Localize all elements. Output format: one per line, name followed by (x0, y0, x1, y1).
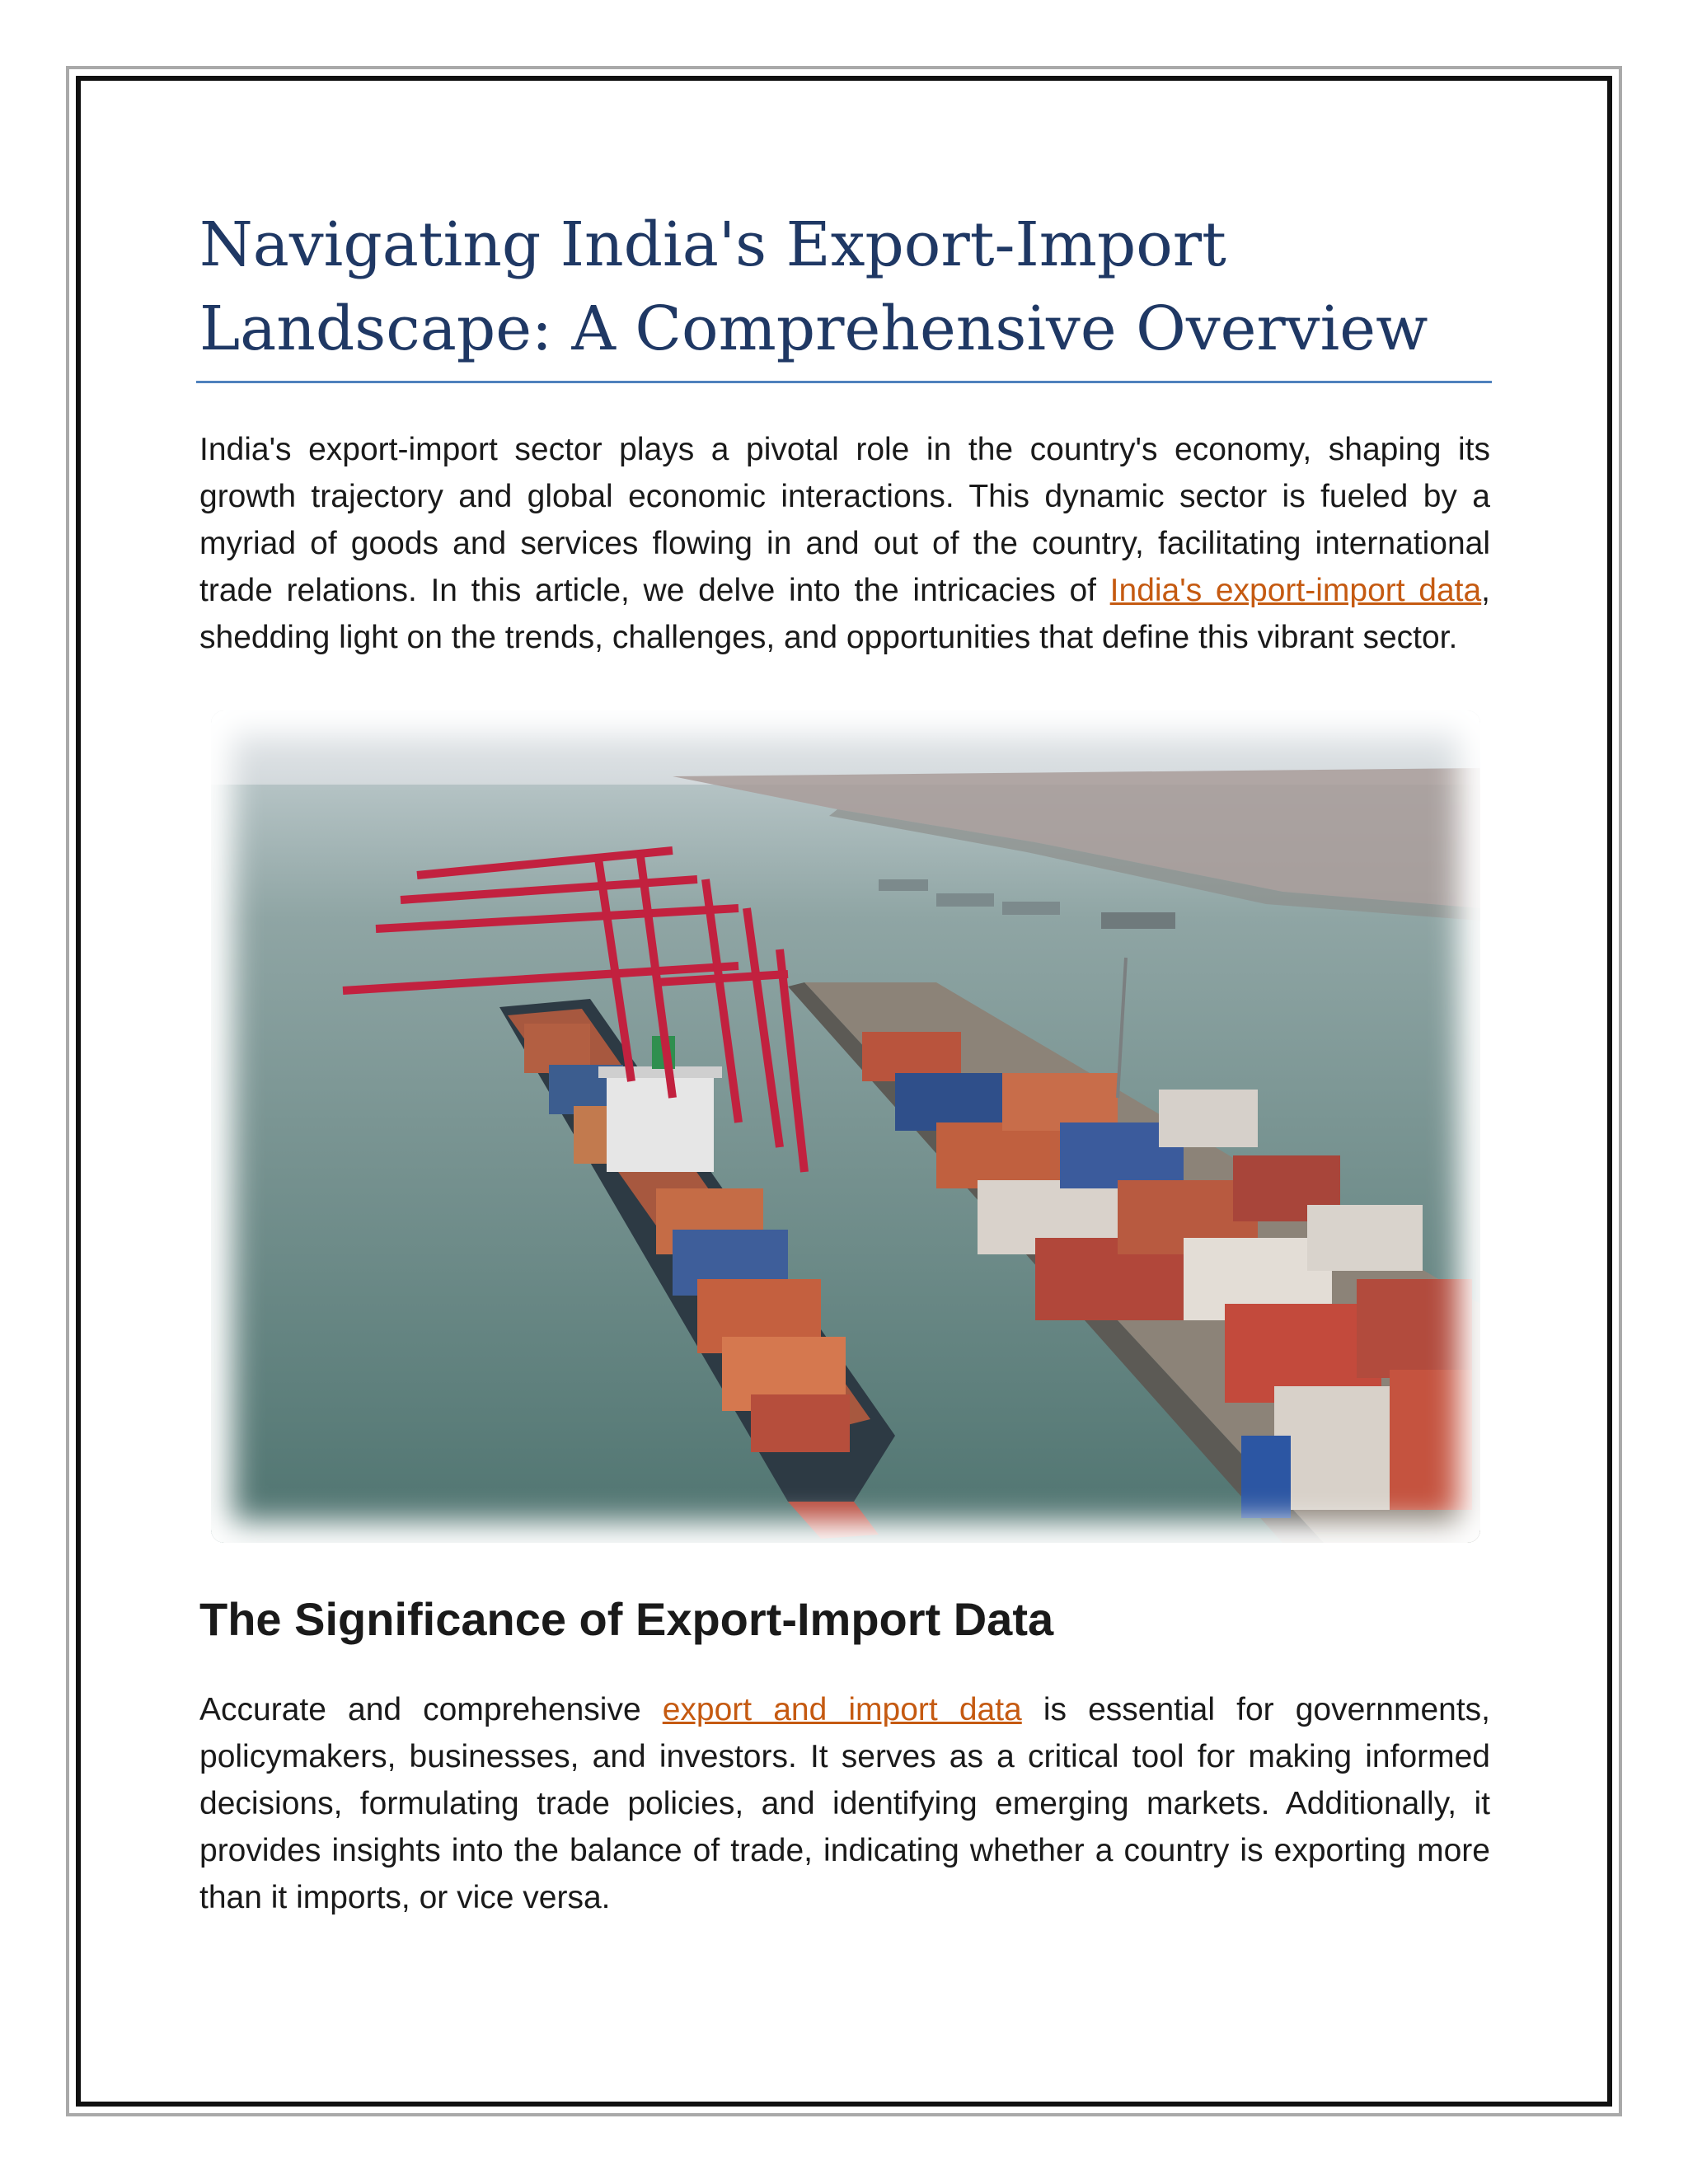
title-line-2: Landscape: A Comprehensive Overview (199, 293, 1428, 364)
section-text-start: Accurate and comprehensive (199, 1692, 663, 1727)
title-underline-rule (196, 381, 1492, 383)
section-paragraph (199, 1686, 1490, 1921)
article-body (199, 203, 1490, 1921)
page-title (199, 203, 1490, 371)
port-illustration (211, 710, 1480, 1543)
title-line-1: Navigating India's Export-Import (199, 209, 1226, 280)
port-container-ship-photo (211, 710, 1480, 1543)
india-export-import-data-link[interactable]: India's export-import data (1109, 573, 1482, 608)
section-text-end: is essential for governments, policymakers, businesses, and investors. It serves as a critical tool for making informed decisions, formulating trade policies, and identifying emerging markets. Additionally, it provides insights into the balance of trade, indicating whether a country is exporting more than it imports, or vice versa. (199, 1692, 1491, 1915)
intro-paragraph (199, 426, 1490, 661)
section-heading: The Significance of Export-Import Data (199, 1593, 1054, 1645)
intro-text-start: India's export-import sector plays a pivotal role in the country's economy, shaping its growth trajectory and global economic interactions. This dynamic sector is fueled by a myriad of goods and services flowing in and out of the country, facilitating international trade relations. In this article, we delve into the intricacies of (199, 432, 1490, 608)
export-import-data-link[interactable]: export and import data (662, 1692, 1022, 1727)
intro-text-end: , shedding light on the trends, challenges, and opportunities that define this vibrant sector. (199, 573, 1491, 655)
